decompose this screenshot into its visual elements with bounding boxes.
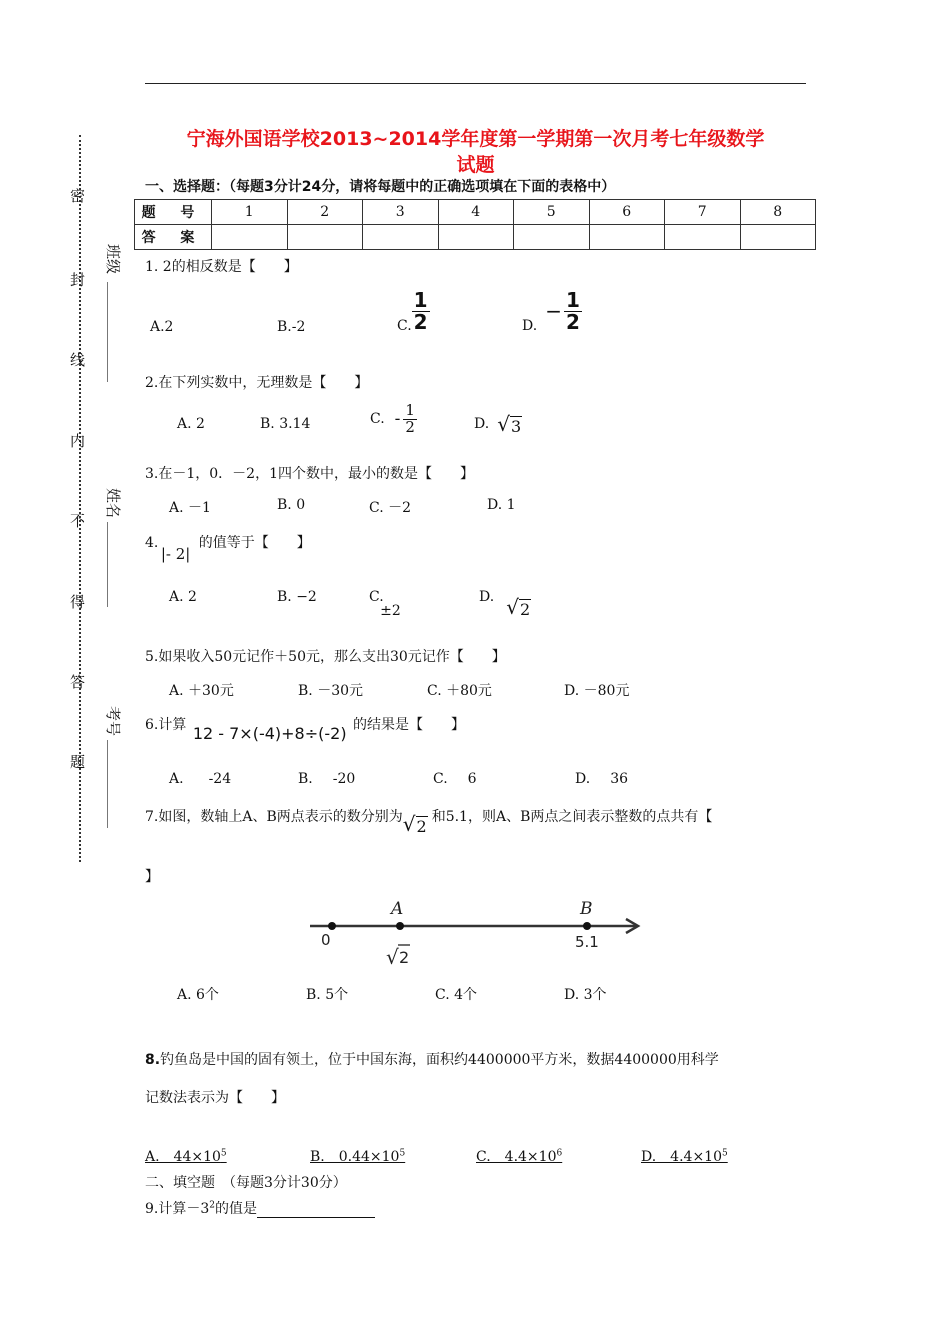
point-a-label: A <box>391 899 404 919</box>
origin-point <box>328 922 336 930</box>
q8-option-b-text: B. 0.44×10 <box>310 1149 400 1165</box>
question-8 <box>145 1049 719 1069</box>
q7-option-a: A. 6个 <box>177 987 219 1003</box>
exam-number-blank-line <box>107 740 108 828</box>
exponent: 5 <box>399 1148 406 1159</box>
q5-option-b: B. －30元 <box>298 683 364 699</box>
q1-option-b: B.-2 <box>277 319 306 335</box>
q6-option-d-label: D. <box>575 771 591 787</box>
q8-option-a-text: A. 44×10 <box>145 1149 221 1165</box>
q6-option-a-value: -24 <box>208 771 232 787</box>
question-number-cell: 2 <box>287 200 363 225</box>
numerator: 1 <box>413 287 428 312</box>
fraction <box>403 403 417 436</box>
seal-char: 线 <box>68 352 86 367</box>
question-1: 1. 2的相反数是【 】 <box>145 259 298 275</box>
q4-option-a: A. 2 <box>169 589 197 605</box>
q8-option-a <box>145 1146 227 1166</box>
question-number-cell: 6 <box>589 200 665 225</box>
q6-option-b-label: B. <box>298 771 313 787</box>
q2-option-c <box>370 403 417 436</box>
exponent: 6 <box>556 1148 563 1159</box>
q6-option-c <box>433 771 477 787</box>
q5-option-d: D. －80元 <box>564 683 630 699</box>
q7-option-b: B. 5个 <box>306 987 349 1003</box>
q7-bracket-close: 】 <box>145 869 159 885</box>
q6-stem: 的结果是【 】 <box>353 717 466 733</box>
q7-stem-pre: 7.如图，数轴上A、B两点表示的数分别为 <box>145 809 403 825</box>
q3-option-a: A. －1 <box>169 500 211 516</box>
section1-heading: 一、选择题：（每题3分计24分，请将每题中的正确选项填在下面的表格中） <box>145 179 616 195</box>
q9-answer-blank[interactable] <box>257 1203 375 1218</box>
radical-sign: √ <box>506 595 519 619</box>
row-label: 题 号 <box>135 200 212 225</box>
fraction <box>564 287 582 334</box>
radical-sign: √ <box>497 412 510 436</box>
q6-option-c-label: C. <box>433 771 448 787</box>
q6-option-d-value: 36 <box>610 771 629 787</box>
point-b <box>583 922 591 930</box>
numerator: 1 <box>565 287 580 312</box>
minus-sign: − <box>545 299 562 323</box>
section2-heading: 二、填空题 （每题3分计30分） <box>145 1175 347 1191</box>
math-expression: 12 - 7×(-4)+8÷(-2) <box>192 724 347 743</box>
table-row <box>135 225 816 250</box>
q9-stem-pre: 9.计算－3 <box>145 1201 210 1217</box>
square-root <box>506 595 531 619</box>
header-rule <box>145 83 806 84</box>
q5-option-c: C. ＋80元 <box>427 683 492 699</box>
q3-option-b: B. 0 <box>277 497 306 513</box>
q9-stem-post: 的值是 <box>215 1201 257 1217</box>
question-number-cell: 5 <box>514 200 590 225</box>
question-6 <box>145 714 466 743</box>
question-9 <box>145 1198 375 1218</box>
q6-number: 6.计算 <box>145 717 187 733</box>
seal-char: 内 <box>68 433 86 448</box>
point-b-label: B <box>580 899 593 919</box>
q1-option-a: A.2 <box>150 319 174 335</box>
q2-option-d <box>474 412 522 436</box>
q6-option-d <box>575 771 628 787</box>
q6-option-b-value: -20 <box>332 771 356 787</box>
name-label: 姓名 <box>104 488 122 519</box>
q7-option-d: D. 3个 <box>564 987 607 1003</box>
class-label: 班级 <box>104 244 122 275</box>
exam-number-label: 考号 <box>104 706 122 737</box>
seal-char: 题 <box>68 754 86 769</box>
question-5: 5.如果收入50元记作＋50元，那么支出30元记作【 】 <box>145 649 506 665</box>
q4-number: 4. <box>145 535 159 551</box>
radicand: 3 <box>510 417 522 436</box>
radicand: 2 <box>519 600 531 619</box>
q1-option-c <box>397 288 430 334</box>
q4-option-d-label: D. <box>479 589 495 605</box>
answer-table <box>134 199 816 250</box>
exponent: 5 <box>722 1148 728 1159</box>
seal-char: 得 <box>68 594 86 609</box>
name-blank-line <box>107 522 108 607</box>
q8-option-d <box>641 1146 728 1166</box>
answer-cell[interactable] <box>287 225 363 250</box>
question-number-cell: 4 <box>438 200 514 225</box>
q4-option-c-label: C. <box>369 589 384 605</box>
q3-option-c: C. －2 <box>369 500 412 516</box>
page-title: 宁海外国语学校2013~2014学年度第一学期第一次月考七年级数学 <box>186 128 765 150</box>
q2-option-b: B. 3.14 <box>260 416 311 432</box>
q8-option-c-text: C. 4.4×10 <box>476 1149 557 1165</box>
square-root <box>403 812 428 836</box>
seal-char: 答 <box>68 674 86 689</box>
exponent: 2 <box>209 1200 215 1211</box>
answer-cell[interactable] <box>212 225 288 250</box>
class-blank-line <box>107 282 108 382</box>
denominator: 2 <box>405 417 415 436</box>
fraction <box>412 287 430 334</box>
q6-option-b <box>298 771 355 787</box>
q4-option-b: B. −2 <box>277 589 317 605</box>
plus-minus-value: ±2 <box>380 603 401 619</box>
q3-option-d: D. 1 <box>487 497 516 513</box>
radical-sign: √ <box>386 945 399 969</box>
q6-option-c-value: 6 <box>467 771 477 787</box>
q8-stem-line2: 记数法表示为【 】 <box>145 1090 285 1106</box>
question-number-cell: 1 <box>212 200 288 225</box>
point-b-value: 5.1 <box>575 933 599 951</box>
denominator: 2 <box>413 309 428 334</box>
row-label: 答 案 <box>135 225 212 250</box>
answer-cell[interactable] <box>589 225 665 250</box>
q1-option-c-label: C. <box>397 318 412 334</box>
q7-option-c: C. 4个 <box>435 987 478 1003</box>
page-title-line2: 试题 <box>456 154 495 176</box>
q5-option-a: A. ＋30元 <box>169 683 234 699</box>
question-2: 2.在下列实数中，无理数是【 】 <box>145 375 369 391</box>
absolute-value-expression: |- 2| <box>160 545 191 563</box>
point-a-radicand: 2 <box>399 948 410 967</box>
denominator: 2 <box>565 309 580 334</box>
question-number-cell: 8 <box>740 200 816 225</box>
question-number-cell: 7 <box>665 200 741 225</box>
q4-stem: 的值等于【 】 <box>198 535 311 551</box>
q1-option-d <box>522 288 582 334</box>
question-7 <box>145 806 712 836</box>
seal-char: 密 <box>68 188 86 203</box>
q4-option-d <box>479 589 531 619</box>
q6-option-a <box>169 771 231 787</box>
answer-cell[interactable] <box>363 225 439 250</box>
q1-option-d-label: D. <box>522 318 538 334</box>
question-4 <box>145 532 311 563</box>
q8-option-b <box>310 1146 405 1166</box>
answer-cell[interactable] <box>438 225 514 250</box>
point-a <box>396 922 404 930</box>
zero-label: 0 <box>321 931 331 949</box>
q2-option-c-label: C. <box>370 411 385 428</box>
exponent: 5 <box>220 1148 227 1159</box>
number-line-figure <box>300 895 650 970</box>
q4-option-c <box>369 589 409 619</box>
question-number-cell: 3 <box>363 200 439 225</box>
q2-option-d-label: D. <box>474 416 490 432</box>
q7-stem-post: 和5.1，则A、B两点之间表示整数的点共有【 <box>431 809 713 825</box>
q8-option-c <box>476 1146 562 1166</box>
q2-option-a: A. 2 <box>177 416 205 432</box>
seal-char: 不 <box>68 513 86 528</box>
q6-option-a-label: A. <box>169 771 184 787</box>
question-3: 3.在－1，0．－2，1四个数中，最小的数是【 】 <box>145 466 474 482</box>
answer-cell[interactable] <box>740 225 816 250</box>
q8-stem-line1: 钓鱼岛是中国的固有领土，位于中国东海，面积约4400000平方米，数据4400000用科学 <box>160 1052 719 1068</box>
radicand: 2 <box>416 817 427 836</box>
q8-option-d-text: D. 4.4×10 <box>641 1149 722 1165</box>
seal-char: 封 <box>68 272 86 287</box>
minus-sign: - <box>394 409 401 430</box>
answer-cell[interactable] <box>665 225 741 250</box>
radical-sign: √ <box>402 812 416 836</box>
numerator: 1 <box>405 401 415 419</box>
table-row <box>135 200 816 225</box>
q8-number: 8. <box>145 1052 161 1068</box>
square-root <box>497 412 522 436</box>
seal-line <box>79 135 81 862</box>
answer-cell[interactable] <box>514 225 590 250</box>
